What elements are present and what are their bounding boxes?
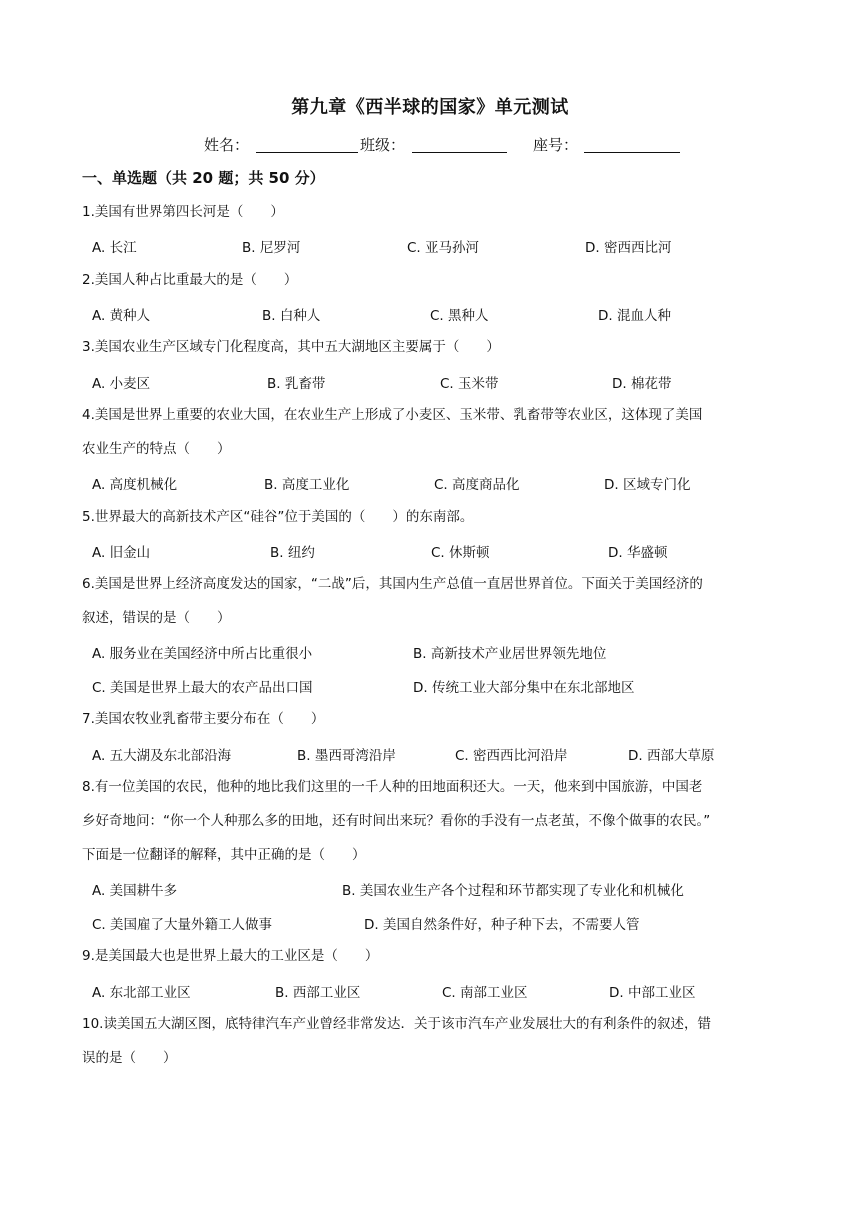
q9-option-c[interactable]: C. 南部工业区 — [442, 985, 528, 1001]
question-8-line-1: 8.有一位美国的农民，他种的地比我们这里的一千人种的田地面积还大。一天，他来到中国旅游，中国老 — [82, 779, 703, 795]
page-title: 第九章《西半球的国家》单元测试 — [291, 97, 569, 118]
q3-option-d[interactable]: D. 棉花带 — [612, 376, 672, 392]
name-label: 姓名： — [204, 136, 250, 154]
question-10-line-2: 误的是（ ） — [82, 1050, 177, 1066]
section-title: 一、单选题（共 20 题；共 50 分） — [82, 169, 325, 187]
q6-option-c[interactable]: C. 美国是世界上最大的农产品出口国 — [92, 680, 313, 696]
question-9: 9.是美国最大也是世界上最大的工业区是（ ） — [82, 948, 379, 964]
name-field[interactable] — [256, 134, 358, 153]
q2-option-d[interactable]: D. 混血人种 — [598, 308, 671, 324]
q1-option-b[interactable]: B. 尼罗河 — [242, 240, 301, 256]
question-5: 5.世界最大的高新技术产区“硅谷”位于美国的（ ）的东南部。 — [82, 509, 474, 525]
question-1: 1.美国有世界第四长河是（ ） — [82, 204, 284, 220]
question-6-line-2: 叙述，错误的是（ ） — [82, 610, 231, 626]
q7-option-a[interactable]: A. 五大湖及东北部沿海 — [92, 748, 232, 764]
seat-field[interactable] — [584, 134, 680, 153]
q2-option-a[interactable]: A. 黄种人 — [92, 308, 151, 324]
q9-option-d[interactable]: D. 中部工业区 — [609, 985, 696, 1001]
question-3: 3.美国农业生产区域专门化程度高，其中五大湖地区主要属于（ ） — [82, 339, 500, 355]
q1-option-a[interactable]: A. 长江 — [92, 240, 137, 256]
q9-option-b[interactable]: B. 西部工业区 — [275, 985, 361, 1001]
q8-option-d[interactable]: D. 美国自然条件好，种子种下去，不需要人管 — [364, 917, 640, 933]
q2-option-c[interactable]: C. 黑种人 — [430, 308, 489, 324]
question-8-line-2: 乡好奇地问：“你一个人种那么多的田地，还有时间出来玩？看你的手没有一点老茧，不像个做事的农民。” — [82, 813, 711, 829]
question-4-line-1: 4.美国是世界上重要的农业大国，在农业生产上形成了小麦区、玉米带、乳畜带等农业区，这体现了美国 — [82, 407, 703, 423]
q2-option-b[interactable]: B. 白种人 — [262, 308, 321, 324]
seat-label: 座号： — [533, 136, 579, 154]
q4-option-c[interactable]: C. 高度商品化 — [434, 477, 520, 493]
q3-option-a[interactable]: A. 小麦区 — [92, 376, 151, 392]
q7-option-b[interactable]: B. 墨西哥湾沿岸 — [297, 748, 396, 764]
q1-option-c[interactable]: C. 亚马孙河 — [407, 240, 480, 256]
q8-option-a[interactable]: A. 美国耕牛多 — [92, 883, 178, 899]
q3-option-c[interactable]: C. 玉米带 — [440, 376, 499, 392]
question-2: 2.美国人种占比重最大的是（ ） — [82, 272, 298, 288]
q7-option-c[interactable]: C. 密西西比河沿岸 — [455, 748, 568, 764]
question-7: 7.美国农牧业乳畜带主要分布在（ ） — [82, 711, 325, 727]
q6-option-b[interactable]: B. 高新技术产业居世界领先地位 — [413, 646, 607, 662]
question-6-line-1: 6.美国是世界上经济高度发达的国家，“二战”后，其国内生产总值一直居世界首位。下面关于美国经济的 — [82, 576, 703, 592]
q5-option-c[interactable]: C. 休斯顿 — [431, 545, 490, 561]
question-8-line-3: 下面是一位翻译的解释，其中正确的是（ ） — [82, 847, 366, 863]
q1-option-d[interactable]: D. 密西西比河 — [585, 240, 672, 256]
question-10-line-1: 10.读美国五大湖区图，底特律汽车产业曾经非常发达．关于该市汽车产业发展壮大的有利条件的叙述，错 — [82, 1016, 711, 1032]
q4-option-a[interactable]: A. 高度机械化 — [92, 477, 178, 493]
q5-option-d[interactable]: D. 华盛顿 — [608, 545, 668, 561]
q4-option-b[interactable]: B. 高度工业化 — [264, 477, 350, 493]
q7-option-d[interactable]: D. 西部大草原 — [628, 748, 715, 764]
q4-option-d[interactable]: D. 区域专门化 — [604, 477, 691, 493]
q8-option-c[interactable]: C. 美国雇了大量外籍工人做事 — [92, 917, 273, 933]
question-4-line-2: 农业生产的特点（ ） — [82, 441, 231, 457]
q5-option-b[interactable]: B. 纽约 — [270, 545, 315, 561]
q8-option-b[interactable]: B. 美国农业生产各个过程和环节都实现了专业化和机械化 — [342, 883, 684, 899]
q9-option-a[interactable]: A. 东北部工业区 — [92, 985, 191, 1001]
q3-option-b[interactable]: B. 乳畜带 — [267, 376, 326, 392]
class-label: 班级： — [360, 136, 406, 154]
q6-option-d[interactable]: D. 传统工业大部分集中在东北部地区 — [413, 680, 635, 696]
class-field[interactable] — [412, 134, 507, 153]
q6-option-a[interactable]: A. 服务业在美国经济中所占比重很小 — [92, 646, 313, 662]
q5-option-a[interactable]: A. 旧金山 — [92, 545, 151, 561]
